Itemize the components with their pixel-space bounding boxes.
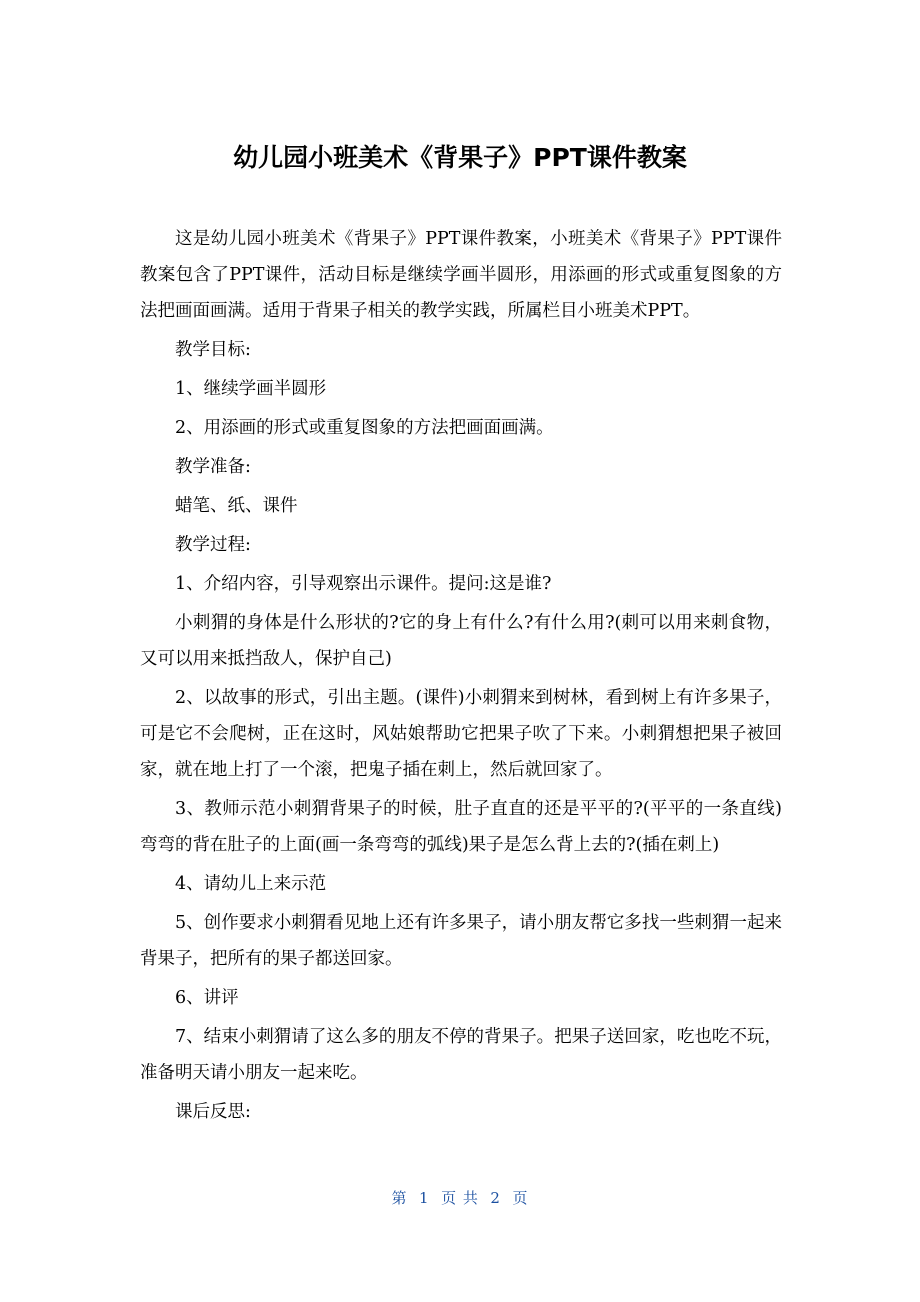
- section-heading-reflection: 课后反思:: [175, 1102, 251, 1122]
- section-heading-goals: 教学目标:: [175, 340, 251, 360]
- process-step: 4、请幼儿上来示范: [175, 874, 327, 894]
- goal-item: 1、继续学画半圆形: [175, 379, 327, 399]
- process-step: 5、创作要求小刺猬看见地上还有许多果子，请小朋友帮它多找一些刺猬一起来背果子，把所有的果子都送回家。: [140, 913, 782, 969]
- document-body: [140, 221, 782, 1133]
- section-heading-process: 教学过程:: [175, 535, 251, 555]
- intro-paragraph: 这是幼儿园小班美术《背果子》PPT课件教案，小班美术《背果子》PPT课件教案包含了PPT课件，活动目标是继续学画半圆形，用添画的形式或重复图象的方法把画面画满。适用于背果子相关的教学实践，所属栏目小班美术PPT。: [140, 229, 782, 321]
- process-step: 2、以故事的形式，引出主题。(课件)小刺猬来到树林，看到树上有许多果子，可是它不会爬树，正在这时，风姑娘帮助它把果子吹了下来。小刺猬想把果子被回家，就在地上打了一个滚，把鬼子插在刺上，然后就回家了。: [140, 688, 782, 780]
- process-step: 3、教师示范小刺猬背果子的时候，肚子直直的还是平平的?(平平的一条直线)弯弯的背在肚子的上面(画一条弯弯的弧线)果子是怎么背上去的?(插在刺上): [140, 799, 782, 855]
- document-title: 幼儿园小班美术《背果子》PPT课件教案: [233, 143, 687, 172]
- process-step: 1、介绍内容，引导观察出示课件。提问:这是谁?: [175, 574, 552, 594]
- preparation-list: 蜡笔、纸、课件: [175, 496, 298, 516]
- process-step: 6、讲评: [175, 988, 239, 1008]
- process-paragraph: 小刺猬的身体是什么形状的?它的身上有什么?有什么用?(刺可以用来刺食物，又可以用来抵挡敌人，保护自己): [140, 613, 782, 669]
- page-number-footer: 第 1 页 共 2 页: [391, 1189, 529, 1207]
- process-step: 7、结束小刺猬请了这么多的朋友不停的背果子。把果子送回家，吃也吃不玩，准备明天请小朋友一起来吃。: [140, 1027, 782, 1083]
- goal-item: 2、用添画的形式或重复图象的方法把画面画满。: [175, 418, 554, 438]
- section-heading-preparation: 教学准备:: [175, 457, 251, 477]
